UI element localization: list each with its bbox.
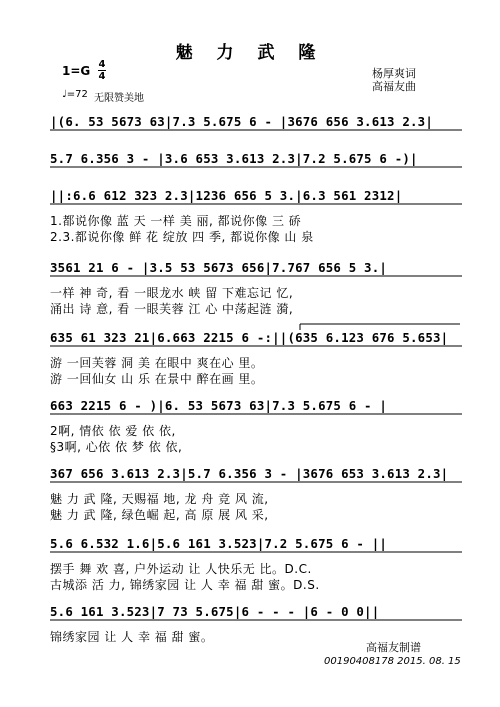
lyricist-credit: 杨厚爽词: [372, 67, 416, 80]
lyric-line-8a: 摆手 舞 欢 喜, 户外运动 让 人快乐无 比。D.C.: [50, 562, 312, 576]
lyric-line-5b: 游 一回仙女 山 乐 在景中 醉在画 里。: [50, 372, 264, 386]
notation-row-1: |(6. 53 5673 63|7.3 5.675 6 - |3676 656 3.613 2.3|: [50, 114, 433, 129]
composer-credit: 高福友曲: [372, 80, 416, 93]
transcriber-id-date: 00190408178 2015. 08. 15: [324, 656, 461, 667]
lyric-line-6b: §3啊, 心依 依 梦 依 依,: [50, 440, 183, 454]
lyric-line-3b: 2.3.都说你像 鲜 花 绽放 四 季, 都说你像 山 泉: [50, 230, 314, 244]
notation-row-4: 3561 21 6 - |3.5 53 5673 656|7.767 656 5 3.|: [50, 260, 388, 275]
notation-row-8: 5.6 6.532 1.6|5.6 161 3.523|7.2 5.675 6 - ||: [50, 536, 388, 551]
transcriber-credit: 高福友制谱: [366, 641, 421, 654]
lyric-line-4b: 涌出 诗 意, 看 一眼芙蓉 江 心 中荡起涟 漪,: [50, 302, 294, 316]
lyric-line-9: 锦绣家园 让 人 幸 福 甜 蜜。: [50, 630, 214, 644]
lyric-line-7b: 魅 力 武 隆, 绿色崛 起, 高 原 展 风 采,: [50, 508, 269, 522]
notation-row-6: 663 2215 6 - )|6. 53 5673 63|7.3 5.675 6 - |: [50, 398, 388, 413]
tempo-marking: ♩=72: [62, 89, 88, 100]
lyric-line-3a: 1.都说你像 蓝 天 一样 美 丽, 都说你像 三 硚: [50, 214, 302, 228]
meter-numerator: 4: [98, 59, 106, 70]
notation-row-3: ||:6.6 612 323 2.3|1236 656 5 3.|6.3 561 2312|: [50, 188, 403, 203]
expression-marking: 无限赞美地: [94, 93, 144, 104]
song-title: 魅 力 武 隆: [175, 43, 325, 63]
lyric-line-4a: 一样 神 奇, 看 一眼龙水 峡 留 下难忘记 忆,: [50, 286, 294, 300]
lyric-line-8b: 古城添 活 力, 锦绣家园 让 人 幸 福 甜 蜜。D.S.: [50, 578, 320, 592]
lyric-line-6a: 2啊, 情依 依 爱 依 依,: [50, 424, 176, 438]
key-signature: 1=G: [62, 64, 91, 78]
notation-row-7: 367 656 3.613 2.3|5.7 6.356 3 - |3676 653 3.613 2.3|: [50, 466, 449, 481]
lyric-line-7a: 魅 力 武 隆, 天赐福 地, 龙 舟 竞 风 流,: [50, 492, 269, 506]
lyric-line-5a: 游 一回芙蓉 洞 美 在眼中 爽在心 里。: [50, 356, 264, 370]
notation-row-9: 5.6 161 3.523|7 73 5.675|6 - - - |6 - 0 0||: [50, 604, 380, 619]
notation-row-2: 5.7 6.356 3 - |3.6 653 3.613 2.3|7.2 5.675 6 -)|: [50, 151, 418, 166]
meter-denominator: 4: [98, 71, 106, 82]
notation-row-5: 635 61 323 21|6.663 2215 6 -:||(635 6.123 676 5.653|: [50, 330, 449, 345]
